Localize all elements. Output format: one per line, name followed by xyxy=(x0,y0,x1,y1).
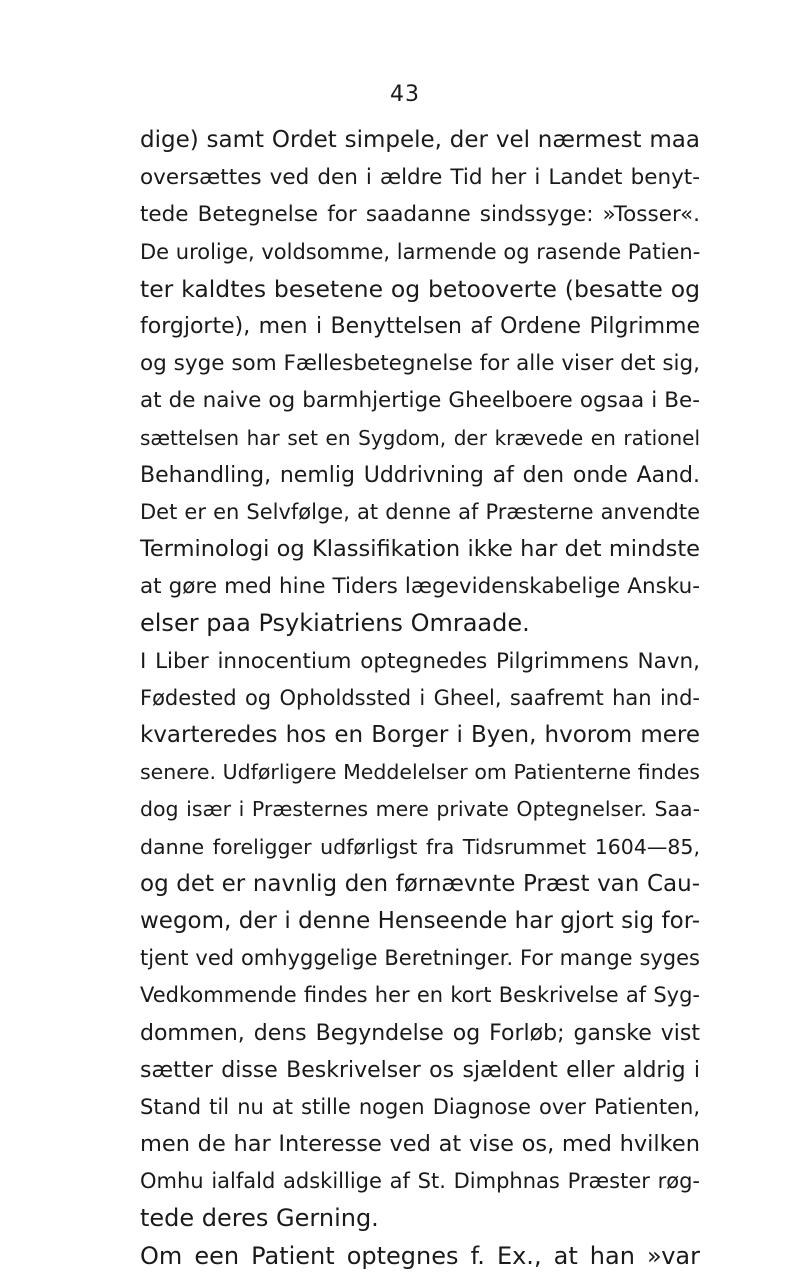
text-line: wegom, der i denne Henseende har gjort sig for- xyxy=(140,907,700,934)
text-line: I Liber innocentium optegnedes Pilgrimmens Navn, xyxy=(140,648,700,674)
text-line: kvarteredes hos en Borger i Byen, hvorom mere xyxy=(140,722,700,748)
text-line: forgjorte), men i Benyttelsen af Ordene Pilgrimme xyxy=(140,313,700,339)
text-line: Behandling, nemlig Uddrivning af den onde Aand. xyxy=(140,462,700,488)
text-line: ter kaldtes besetene og betooverte (besatte og xyxy=(140,274,700,303)
text-line: dige) samt Ordet simpele, der vel nærmest maa xyxy=(140,127,700,153)
text-line: Terminologi og Klassifikation ikke har det mindste xyxy=(140,536,700,563)
text-line: sætter disse Beskrivelser os sjældent eller aldrig i xyxy=(140,1057,700,1083)
text-line: De urolige, voldsomme, larmende og rasende Patien- xyxy=(140,239,701,264)
text-line: tjent ved omhyggelige Beretninger. For mange syges xyxy=(140,946,700,971)
body-text xyxy=(140,122,700,1275)
text-line: sættelsen har set en Sygdom, der krævede en rationel xyxy=(140,425,700,450)
text-line: Omhu ialfald adskillige af St. Dimphnas Præster røg- xyxy=(140,1169,700,1194)
text-line: senere. Udførligere Meddelelser om Patienterne findes xyxy=(140,760,700,785)
text-line: tede deres Gerning. xyxy=(140,1204,379,1233)
text-line: og syge som Fællesbetegnelse for alle viser det sig, xyxy=(140,351,700,377)
text-line: at de naive og barmhjertige Gheelboere ogsaa i Be- xyxy=(140,388,700,414)
text-line: tede Betegnelse for saadanne sindssyge: »Tosser«. xyxy=(140,202,700,228)
text-line: men de har Interesse ved at vise os, med hvilken xyxy=(140,1131,700,1158)
text-line: at gøre med hine Tiders lægevidenskabelige Ansku- xyxy=(140,574,700,600)
text-line: Fødested og Opholdssted i Gheel, saafremt han ind- xyxy=(140,685,700,710)
text-line: Det er en Selvfølge, at denne af Præsterne anvendte xyxy=(140,499,700,524)
text-line: elser paa Psykiatriens Omraade. xyxy=(140,609,530,638)
text-line: Stand til nu at stille nogen Diagnose over Patienten, xyxy=(140,1094,700,1119)
text-line: danne foreligger udførligst fra Tidsrummet 1604—85, xyxy=(140,834,700,859)
text-line: dommen, dens Begyndelse og Forløb; ganske vist xyxy=(140,1020,700,1046)
text-line: Om een Patient optegnes f. Ex., at han »var xyxy=(140,1241,700,1270)
text-line: og det er navnlig den førnævnte Præst van Cau- xyxy=(140,870,700,897)
text-line: oversættes ved den i ældre Tid her i Landet benyt- xyxy=(140,165,700,191)
page-number: 43 xyxy=(390,82,420,107)
text-line: Vedkommende findes her en kort Beskrivelse af Syg- xyxy=(140,983,700,1008)
text-line: dog især i Præsternes mere private Optegnelser. Saa- xyxy=(140,797,700,822)
